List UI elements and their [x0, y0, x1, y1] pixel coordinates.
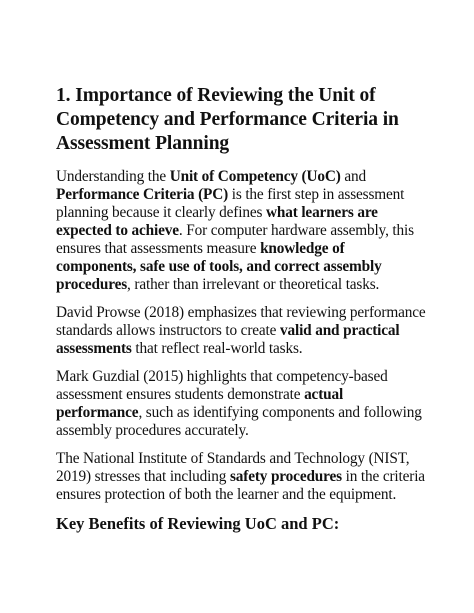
document-page: [56, 84, 428, 534]
text: . For computer hardware assembly, this ensures that assessments measure: [56, 222, 414, 257]
text: in the criteria ensures protection of both the learner and the equipment.: [56, 468, 425, 503]
paragraph-understanding: [56, 168, 428, 294]
text: Mark Guzdial (2015) highlights that competency-based assessment ensures students demonstrate: [56, 368, 388, 403]
bold-text: Unit of Competency (UoC): [169, 168, 341, 185]
subheading: Key Benefits of Reviewing UoC and PC:: [56, 514, 340, 533]
bold-text: what learners are expected to achieve: [56, 204, 378, 239]
text: that reflect real-world tasks.: [131, 340, 303, 357]
text: , such as identifying components and following assembly procedures accurately.: [56, 404, 422, 439]
paragraph-prowse: [56, 304, 428, 358]
text: , rather than irrelevant or theoretical tasks.: [127, 276, 380, 293]
text: is the first step in assessment planning because it clearly defines: [56, 186, 405, 221]
bold-text: Performance Criteria (PC): [56, 186, 229, 203]
bold-text: safety procedures: [229, 468, 342, 485]
text: and: [340, 168, 367, 185]
bold-text: actual performance: [56, 386, 344, 421]
text: David Prowse (2018) emphasizes that reviewing performance standards allows instructors to create: [56, 304, 426, 339]
section-heading: 1. Importance of Reviewing the Unit of Competency and Performance Criteria in Assessment Planning: [56, 85, 399, 154]
bold-text: knowledge of components, safe use of tools, and correct assembly procedures: [56, 240, 382, 293]
text: Understanding the: [56, 168, 170, 185]
bold-text: valid and practical assessments: [56, 322, 400, 357]
paragraph-guzdial: [56, 368, 428, 440]
text: The National Institute of Standards and Technology (NIST, 2019) stresses that including: [56, 450, 410, 485]
paragraph-nist: [56, 450, 428, 504]
